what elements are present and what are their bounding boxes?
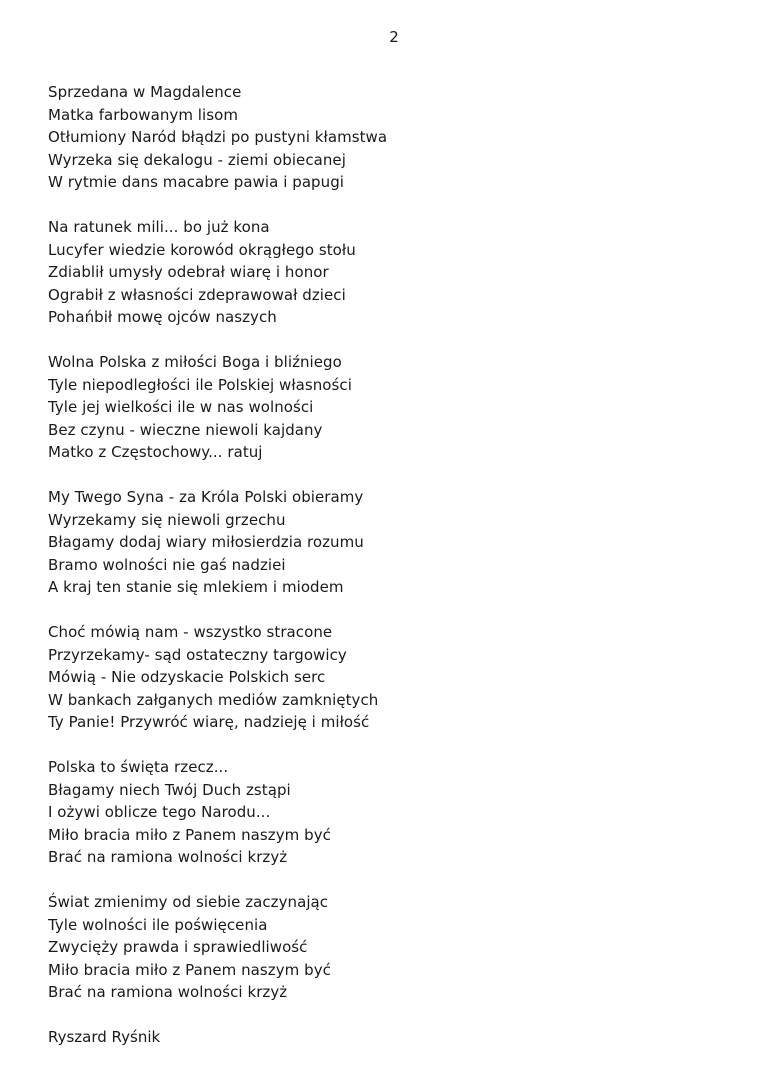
poem-line: Polska to święta rzecz...	[48, 758, 229, 776]
poem-line: Brać na ramiona wolności krzyż	[48, 848, 288, 866]
stanza-5	[48, 621, 748, 734]
poem-line: Wyrzekamy się niewoli grzechu	[48, 510, 286, 529]
poem-line: Miło bracia miło z Panem naszym być	[48, 825, 331, 844]
poem-line: Matko z Częstochowy... ratuj	[48, 443, 263, 461]
poem-line: Sprzedana w Magdalence	[48, 83, 242, 101]
poem-line: Tyle jej wielkości ile w nas wolności	[48, 398, 314, 416]
poem-line: Brać na ramiona wolności krzyż	[48, 983, 288, 1001]
poem-line: Zwycięży prawda i sprawiedliwość	[48, 938, 308, 956]
page-number: 2	[389, 28, 399, 46]
poem-line: Ograbił z własności zdeprawował dzieci	[48, 285, 346, 304]
poem-line: Wyrzeka się dekalogu - ziemi obiecanej	[48, 150, 346, 169]
poem-line: W bankach załganych mediów zamkniętych	[48, 690, 379, 709]
stanza-1	[48, 81, 748, 194]
poem-line: Mówią - Nie odzyskacie Polskich serc	[48, 668, 326, 686]
stanza-6	[48, 756, 748, 869]
poem-line: Bez czynu - wieczne niewoli kajdany	[48, 420, 323, 439]
poem-line: A kraj ten stanie się mlekiem i miodem	[48, 578, 344, 596]
poem-line: Błagamy niech Twój Duch zstąpi	[48, 780, 291, 799]
stanza-3	[48, 351, 748, 464]
poem-line: Choć mówią nam - wszystko stracone	[48, 623, 333, 641]
poem-line: Tyle niepodległości ile Polskiej własności	[48, 375, 352, 394]
poem-line: Przyrzekamy- sąd ostateczny targowicy	[48, 645, 347, 664]
poem-line: Lucyfer wiedzie korowód okrągłego stołu	[48, 240, 356, 259]
stanza-7	[48, 891, 748, 1004]
poem-line: Zdiablił umysły odebrał wiarę i honor	[48, 263, 329, 281]
stanza-4	[48, 486, 748, 599]
poem	[48, 81, 748, 1049]
poem-line: My Twego Syna - za Króla Polski obieramy	[48, 488, 364, 506]
poem-line: I ożywi oblicze tego Narodu...	[48, 803, 271, 821]
poem-line: Świat zmienimy od siebie zaczynając	[48, 893, 329, 911]
poem-line: Miło bracia miło z Panem naszym być	[48, 960, 331, 979]
poem-line: Tyle wolności ile poświęcenia	[48, 915, 268, 934]
poem-line: Błagamy dodaj wiary miłosierdzia rozumu	[48, 533, 364, 551]
stanza-2	[48, 216, 748, 329]
poem-line: Ty Panie! Przywróć wiarę, nadzieję i miłość	[48, 713, 370, 731]
poem-line: Pohańbił mowę ojców naszych	[48, 308, 277, 326]
poem-line: W rytmie dans macabre pawia i papugi	[48, 173, 344, 191]
poem-line: Na ratunek mili... bo już kona	[48, 218, 270, 236]
poem-line: Bramo wolności nie gaś nadziei	[48, 555, 286, 574]
poem-line: Otłumiony Naród błądzi po pustyni kłamstwa	[48, 128, 388, 146]
poem-line: Matka farbowanym lisom	[48, 105, 238, 124]
author-signature: Ryszard Ryśnik	[48, 1028, 161, 1046]
poem-line: Wolna Polska z miłości Boga i bliźniego	[48, 353, 342, 371]
